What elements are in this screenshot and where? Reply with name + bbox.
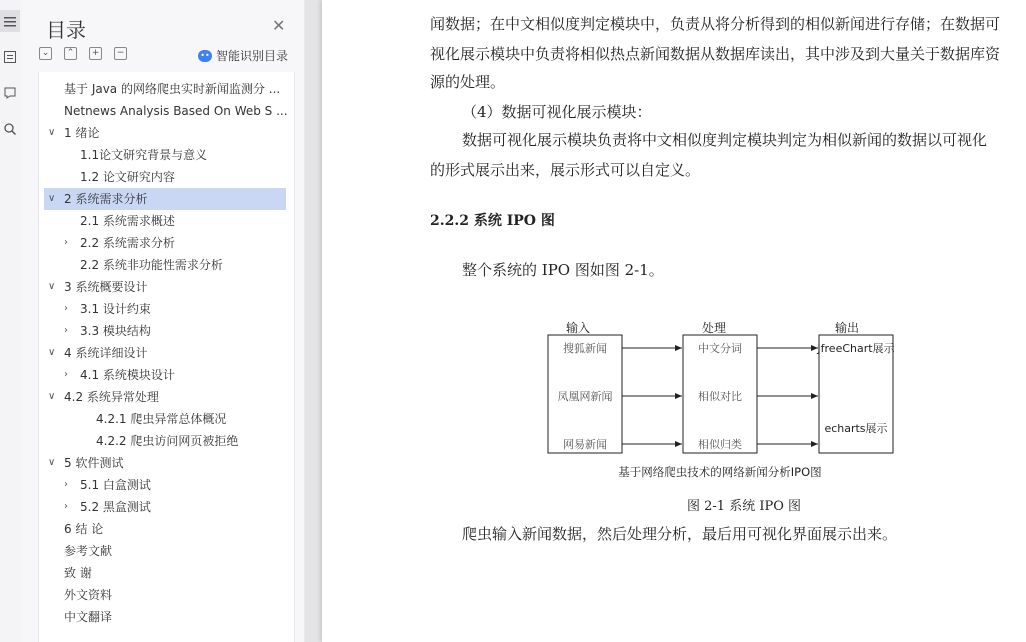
search-icon[interactable] [0,118,20,140]
outline-item[interactable] [39,166,294,188]
body-text-line: 整个系统的 IPO 图如图 2-1。 [462,261,664,279]
outline-item-label: 4.2 系统异常处理 [64,390,159,404]
outline-item[interactable] [39,254,294,276]
outline-item-label: 中文翻译 [64,610,113,624]
outline-item[interactable] [39,342,294,364]
outline-item[interactable] [39,100,294,122]
output-item: JfreeChart展示 [817,342,895,355]
input-item: 凤凰网新闻 [557,390,613,403]
outline-item-label: 5.2 黑盒测试 [80,500,151,514]
input-item: 网易新闻 [563,438,607,451]
outline-item-label: 2 系统需求分析 [64,192,148,206]
figure-caption: 图 2-1 系统 IPO 图 [687,499,802,514]
outline-item-label: 4.1 系统模块设计 [80,368,175,382]
outline-item[interactable] [39,276,294,298]
chevron-right-icon[interactable]: › [64,237,68,248]
ipo-diagram [542,318,902,484]
outline-icon[interactable] [0,46,20,68]
expand-all-icon[interactable]: ⌄ [39,47,52,60]
outline-item-label: 外文资料 [64,588,113,602]
bookmark-icon[interactable] [0,82,20,104]
ai-icon: •• [198,50,212,62]
outline-item[interactable] [39,298,294,320]
outline-item[interactable] [39,232,294,254]
outline-item[interactable] [39,364,294,386]
outline-item-label: 2.2 系统非功能性需求分析 [80,258,223,272]
outline-item-label: 5 软件测试 [64,456,124,470]
outline-item[interactable] [39,606,294,628]
chevron-right-icon[interactable]: › [64,369,68,380]
outline-item-label: 6 结 论 [64,522,104,536]
chevron-right-icon[interactable]: › [64,479,68,490]
diagram-title: 基于网络爬虫技术的网络新闻分析IPO图 [618,465,822,479]
outline-item[interactable] [39,584,294,606]
input-item: 搜狐新闻 [563,342,607,355]
outline-item-label: 2.1 系统需求概述 [80,214,175,228]
menu-icon[interactable] [0,10,20,32]
section-heading: 2.2.2 系统 IPO 图 [430,213,555,229]
outline-item-label: 基于 Java 的网络爬虫实时新闻监测分 ... [64,82,281,96]
chevron-down-icon[interactable]: ∨ [48,391,56,402]
outline-item[interactable] [39,78,294,100]
outline-item[interactable] [44,188,286,210]
col-process-label: 处理 [702,321,727,335]
col-input-label: 输入 [566,321,591,335]
chevron-down-icon[interactable]: ∨ [48,347,56,358]
outline-item-label: 3.1 设计约束 [80,302,151,316]
icon-rail [0,0,23,642]
outline-item-label: 参考文献 [64,544,113,558]
outline-title: 目录 [46,18,86,42]
outline-item[interactable] [39,210,294,232]
body-text-line: 视化展示模块中负责将相似热点新闻数据从数据库读出，其中涉及到大量关于数据库资 [430,45,1001,63]
outline-item[interactable] [39,386,294,408]
output-item: echarts展示 [824,422,888,435]
process-item: 相似对比 [698,390,742,403]
outline-panel [22,0,304,642]
outline-item-label: 4 系统详细设计 [64,346,148,360]
remove-item-icon[interactable]: − [114,47,127,60]
outline-item-label: 4.2.1 爬虫异常总体概况 [96,412,227,426]
outline-item-label: 3.3 模块结构 [80,324,151,338]
outline-item-label: 致 谢 [64,566,92,580]
body-text-line: （4）数据可视化展示模块： [462,103,652,121]
chevron-right-icon[interactable]: › [64,501,68,512]
smart-outline-button[interactable] [198,47,288,64]
outline-toolbar [39,47,127,60]
outline-item[interactable] [39,496,294,518]
outline-item-label: 5.1 白盒测试 [80,478,151,492]
outline-item[interactable] [39,562,294,584]
outline-item-label: 1.2 论文研究内容 [80,170,175,184]
collapse-all-icon[interactable]: ⌃ [64,47,77,60]
process-item: 中文分词 [698,342,742,355]
body-text-line: 源的处理。 [430,73,506,91]
outline-tree [38,72,295,642]
chevron-right-icon[interactable]: › [64,325,68,336]
add-item-icon[interactable]: + [89,47,102,60]
body-text-line: 爬虫输入新闻数据，然后处理分析，最后用可视化界面展示出来。 [462,525,898,543]
outline-item-label: 3 系统概要设计 [64,280,148,294]
chevron-down-icon[interactable]: ∨ [48,193,56,204]
outline-item[interactable] [39,408,294,430]
outline-item[interactable] [39,518,294,540]
chevron-down-icon[interactable]: ∨ [48,281,56,292]
body-text-line: 数据可视化展示模块负责将中文相似度判定模块判定为相似新闻的数据以可视化 [462,131,988,149]
body-text-line: 的形式展示出来，展示形式可以自定义。 [430,161,701,179]
outline-item-label: 1 绪论 [64,126,100,140]
outline-item-label: Netnews Analysis Based On Web S ... [64,104,288,118]
document-page [322,0,1026,642]
chevron-down-icon[interactable]: ∨ [48,127,56,138]
outline-item[interactable] [39,430,294,452]
body-text-line: 闻数据；在中文相似度判定模块中，负责从将分析得到的相似新闻进行存储；在数据可 [430,15,1001,33]
outline-item[interactable] [39,474,294,496]
smart-outline-label: 智能识别目录 [216,49,289,63]
chevron-right-icon[interactable]: › [64,303,68,314]
col-output-label: 输出 [835,321,860,335]
outline-item[interactable] [39,320,294,342]
chevron-down-icon[interactable]: ∨ [48,457,56,468]
close-icon[interactable]: ✕ [272,16,286,35]
outline-item[interactable] [39,144,294,166]
outline-item[interactable] [39,452,294,474]
outline-item-label: 2.2 系统需求分析 [80,236,175,250]
process-item: 相似归类 [698,438,742,451]
outline-item-label: 4.2.2 爬虫访问网页被拒绝 [96,434,239,448]
outline-item[interactable] [39,540,294,562]
outline-item-label: 1.1论文研究背景与意义 [80,148,208,162]
outline-item[interactable] [39,122,294,144]
